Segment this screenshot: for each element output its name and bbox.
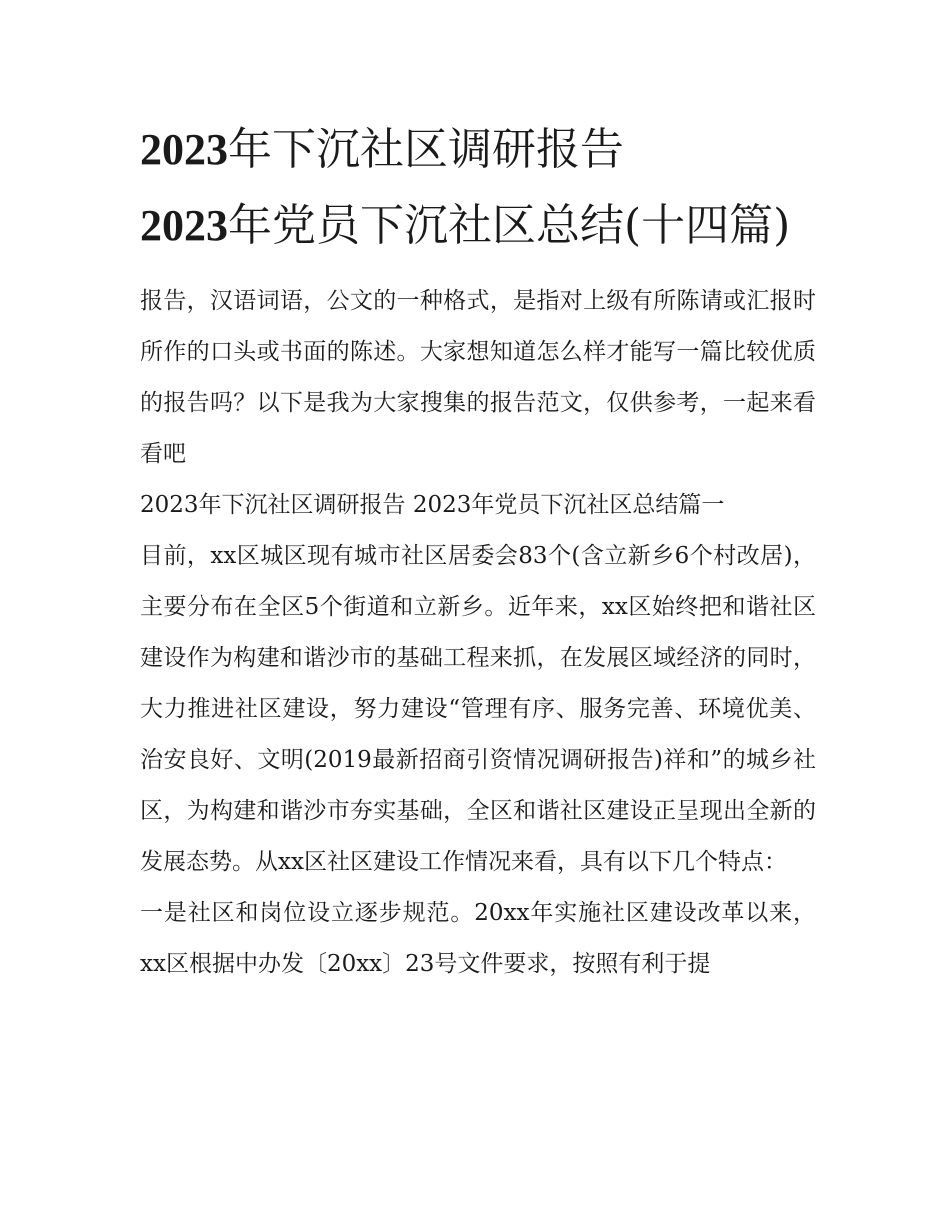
title-line-1-text: 年下沉社区调研报告 [228,124,624,175]
title-line-2-year: 2023 [140,201,228,250]
title-line-2-text: 年党员下沉社区总结(十四篇) [228,200,791,251]
document-title [140,112,816,264]
intro-paragraph: 报告，汉语词语，公文的一种格式，是指对上级有所陈请或汇报时所作的口头或书面的陈述。大家想知道怎么样才能写一篇比较优质的报告吗？以下是我为大家搜集的报告范文，仅供参考，一起来看看吧 [140,288,816,467]
body-paragraph: 一是社区和岗位设立逐步规范。20xx年实施社区建设改革以来，xx区根据中办发〔20xx〕23号文件要求，按照有利于提 [140,900,816,977]
section-heading: 2023年下沉社区调研报告 2023年党员下沉社区总结篇一 [140,492,725,518]
document-page [140,112,816,990]
body-paragraph: 目前，xx区城区现有城市社区居委会83个(含立新乡6个村改居)，主要分布在全区5个街道和立新乡。近年来，xx区始终把和谐社区建设作为构建和谐沙市的基础工程来抓，在发展区域经济的同时，大力推进社区建设，努力建设“管理有序、服务完善、环境优美、治安良好、文明(2019最新招商引资情况调研报告)祥和”的城乡社区，为构建和谐沙市夯实基础，全区和谐社区建设正呈现出全新的发展态势。从xx区社区建设工作情况来看，具有以下几个特点： [140,543,816,875]
title-line-1-year: 2023 [140,125,228,174]
